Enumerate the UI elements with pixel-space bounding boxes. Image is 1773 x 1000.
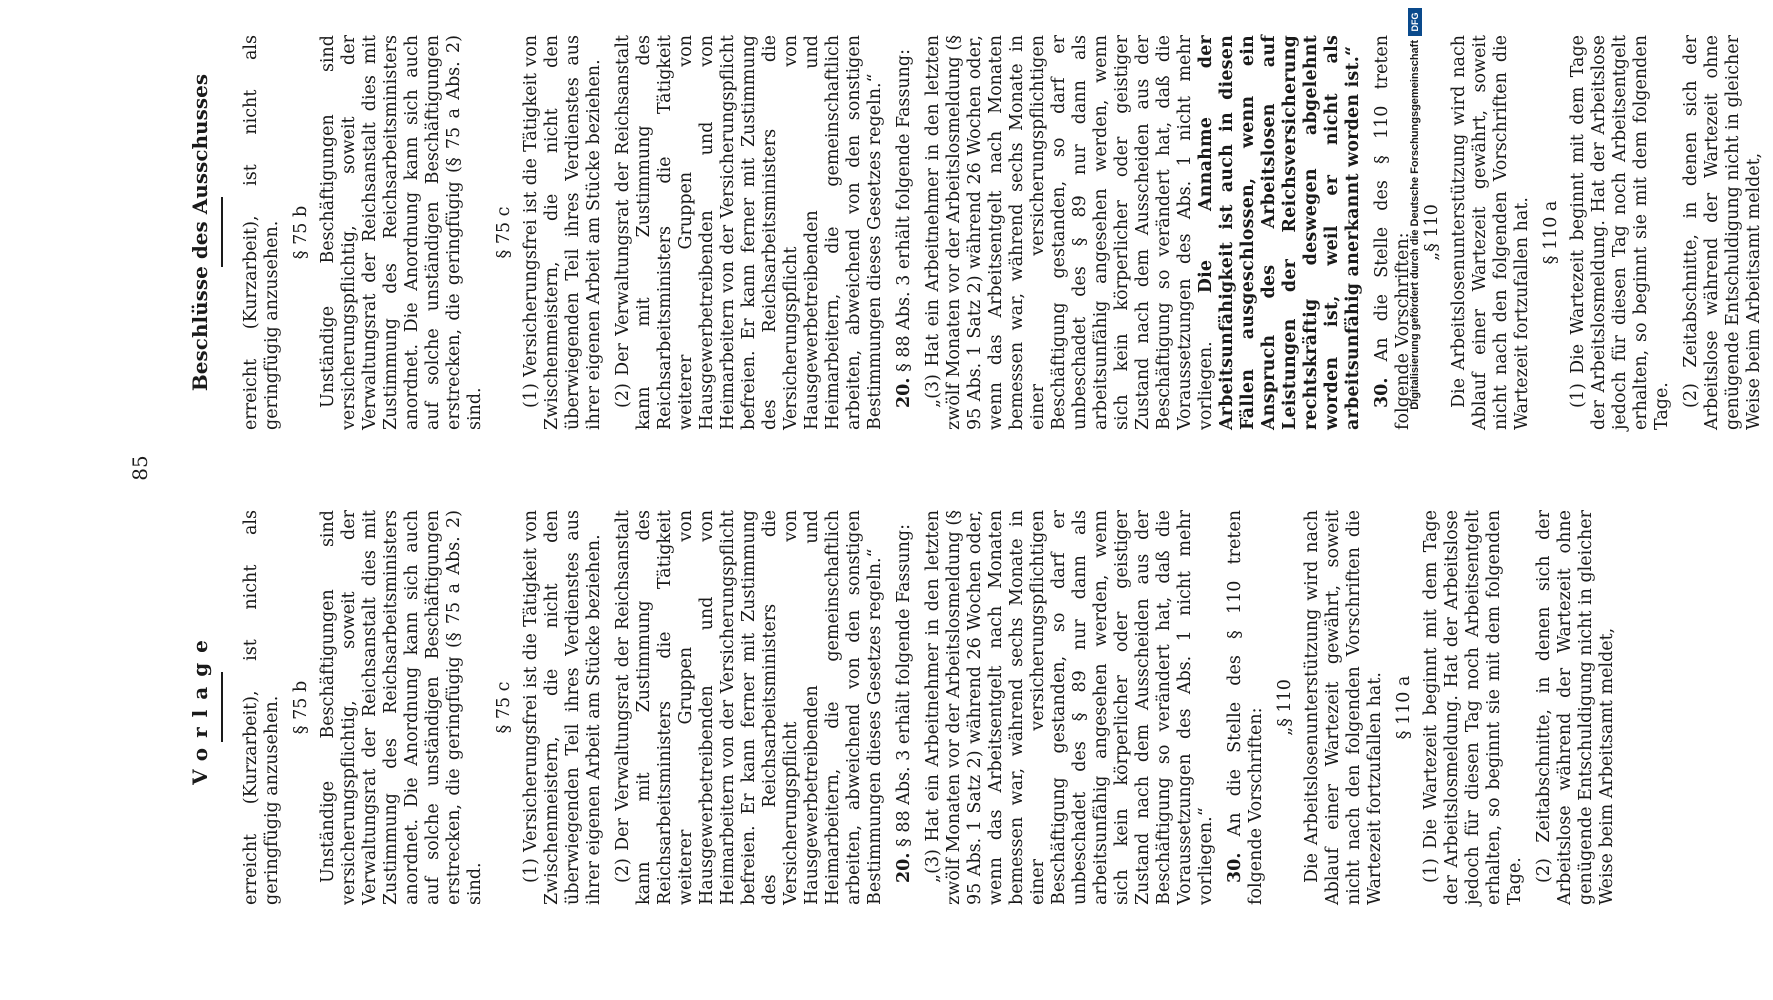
column-heading: Beschlüsse des Ausschusses xyxy=(188,73,212,392)
section-heading: § 75 b xyxy=(291,205,311,260)
paragraph: (2) Der Verwaltungsrat der Reichsanstalt kann mit Zustimmung des Reichsarbeitsministers die Tätigkeit weiterer Gruppen von Hausgewerbetreibenden und von Heimarbeitern von der Versicherungspflicht befreien. Er kann ferner mit Zustimmung des Reichsarbeitsministers die Versicherungspflicht von Hausgewerbetreibenden und Heimarbeitern, die gemeinschaftlich arbeiten, abweichend von den sonstigen Bestimmungen dieses Gesetzes regeln.“ xyxy=(613,510,885,905)
column-beschluesse xyxy=(190,35,1773,430)
paragraph: Die Arbeitslosenunterstützung wird nach Ablauf einer Wartezeit gewährt, soweit nicht nach den folgenden Vorschriften die Wartezeit fortzufallen hat. xyxy=(1449,35,1532,430)
section-heading: § 110 a xyxy=(1541,200,1561,265)
credit-text: Digitalisierung gefördert durch die Deutsche Forschungsgemeinschaft xyxy=(1409,40,1421,410)
paragraph: (2) Zeitabschnitte, in denen sich der Arbeitslose während der Wartezeit ohne genügende Entschuldigung nicht in gleicher Weise beim Arbeitsamt meldet, xyxy=(1681,35,1764,430)
section-heading: § 110 a xyxy=(1394,675,1414,740)
section-heading: „§ 110 xyxy=(1275,679,1295,736)
section-heading: „§ 110 xyxy=(1422,204,1442,261)
digitization-credit xyxy=(1404,8,1426,992)
amendment-emphasis: Die Annahme der Arbeitsunfähigkeit ist auch in diesen Fällen ausgeschlossen, wenn ein Anspruch des Arbeitslosen auf Leistungen der Reichsversicherung rechtskräftig deswegen abgelehnt worden ist, weil er nicht als arbeitsunfähig anerkannt worden ist.“ xyxy=(1196,35,1363,430)
paragraph: Unständige Beschäftigungen sind versicherungspflichtig, soweit der Verwaltungsrat der Reichsanstalt dies mit Zustimmung des Reichsarbeitsministers anordnet. Die Anordnung kann sich auch auf solche unständigen Beschäftigungen erstrecken, die geringfügig (§ 75 a Abs. 2) sind. xyxy=(318,510,485,905)
paragraph: (1) Die Wartezeit beginnt mit dem Tage der Arbeitslosmeldung. Hat der Arbeitslose jedoch für diesen Tag noch Arbeitsentgelt erhalten, so beginnt sie mit dem folgenden Tage. xyxy=(1568,35,1672,430)
paragraph xyxy=(923,35,1364,430)
section-heading: § 75 c xyxy=(494,206,514,259)
numbered-item xyxy=(894,35,915,430)
paragraph: (2) Der Verwaltungsrat der Reichsanstalt kann mit Zustimmung des Reichsarbeitsministers die Tätigkeit weiterer Gruppen von Hausgewerbetreibenden und von Heimarbeitern von der Versicherungspflicht befreien. Er kann ferner mit Zustimmung des Reichsarbeitsministers die Versicherungspflicht von Hausgewerbetreibenden und Heimarbeitern, die gemeinschaftlich arbeiten, abweichend von den sonstigen Bestimmungen dieses Gesetzes regeln.“ xyxy=(613,35,885,430)
item-number: 30. xyxy=(1225,852,1245,883)
paragraph: erreicht (Kurzarbeit), ist nicht als geringfügig anzusehen. xyxy=(241,35,282,430)
item-text: § 88 Abs. 3 erhält folgende Fassung: xyxy=(894,49,914,372)
section-heading: § 75 c xyxy=(494,681,514,734)
numbered-item xyxy=(1225,510,1267,905)
paragraph: (1) Die Wartezeit beginnt mit dem Tage der Arbeitslosmeldung. Hat der Arbeitslose jedoch für diesen Tag noch Arbeitsentgelt erhalten, so beginnt sie mit dem folgenden Tage. xyxy=(1421,510,1525,905)
heading-rule xyxy=(221,673,223,743)
page-number: 85 xyxy=(128,455,152,481)
paragraph: „(3) Hat ein Arbeitnehmer in den letzten zwölf Monaten vor der Arbeitslosmeldung (§ 95 Abs. 1 Satz 2) während 26 Wochen oder, wenn das Arbeitsentgelt nach Monaten bemessen war, während sechs Monate in einer versicherungspflichtigen Beschäftigung gestanden, so darf er unbeschadet des § 89 nur dann als arbeitsunfähig angesehen werden, wenn sich kein körperlicher oder geistiger Zustand nach dem Ausscheiden aus der Beschäftigung so verändert hat, daß die Voraussetzungen des Abs. 1 nicht mehr vorliegen.“ xyxy=(923,510,1216,905)
paragraph: Unständige Beschäftigungen sind versicherungspflichtig, soweit der Verwaltungsrat der Reichsanstalt dies mit Zustimmung des Reichsarbeitsministers anordnet. Die Anordnung kann sich auch auf solche unständigen Beschäftigungen erstrecken, die geringfügig (§ 75 a Abs. 2) sind. xyxy=(318,35,485,430)
column-heading: Vorlage xyxy=(188,630,212,785)
paragraph: erreicht (Kurzarbeit), ist nicht als geringfügig anzusehen. xyxy=(241,510,282,905)
paragraph: (2) Zeitabschnitte, in denen sich der Arbeitslose während der Wartezeit ohne genügende Entschuldigung nicht in gleicher Weise beim Arbeitsamt meldet, xyxy=(1534,510,1617,905)
item-number: 30. xyxy=(1372,377,1392,408)
item-number: 20. xyxy=(894,377,914,408)
section-heading: § 75 b xyxy=(291,680,311,735)
item-text: An die Stelle des § 110 treten folgende Vorschriften: xyxy=(1372,35,1413,430)
paragraph-text: „(3) Hat ein Arbeitnehmer in den letzten zwölf Monaten vor der Arbeitslosmeldung (§ 95 Abs. 1 Satz 2) während 26 Wochen oder, wenn das Arbeitsentgelt nach Monaten bemessen war, während sechs Monate in einer versicherungspflichtigen Beschäftigung gestanden, so darf er unbeschadet des § 89 nur dann als arbeitsunfähig angesehen werden, wenn sich kein körperlicher oder geistiger Zustand nach dem Ausscheiden aus der Beschäftigung so verändert hat, daß die Voraussetzungen des Abs. 1 nicht mehr vorliegen. xyxy=(923,35,1216,430)
paragraph: (1) Versicherungsfrei ist die Tätigkeit von Zwischenmeistern, die nicht den überwiegenden Teil ihres Verdienstes aus ihrer eigenen Arbeit am Stücke beziehen. xyxy=(521,510,604,905)
paragraph: (1) Versicherungsfrei ist die Tätigkeit von Zwischenmeistern, die nicht den überwiegenden Teil ihres Verdienstes aus ihrer eigenen Arbeit am Stücke beziehen. xyxy=(521,35,604,430)
paragraph: Die Arbeitslosenunterstützung wird nach Ablauf einer Wartezeit gewährt, soweit nicht nach den folgenden Vorschriften die Wartezeit fortzufallen hat. xyxy=(1302,510,1385,905)
dfg-logo: DFG xyxy=(1408,8,1422,36)
numbered-item xyxy=(894,510,915,905)
item-number: 20. xyxy=(894,852,914,883)
heading-rule xyxy=(221,198,223,268)
item-text: An die Stelle des § 110 treten folgende Vorschriften: xyxy=(1225,510,1266,905)
item-text: § 88 Abs. 3 erhält folgende Fassung: xyxy=(894,524,914,847)
